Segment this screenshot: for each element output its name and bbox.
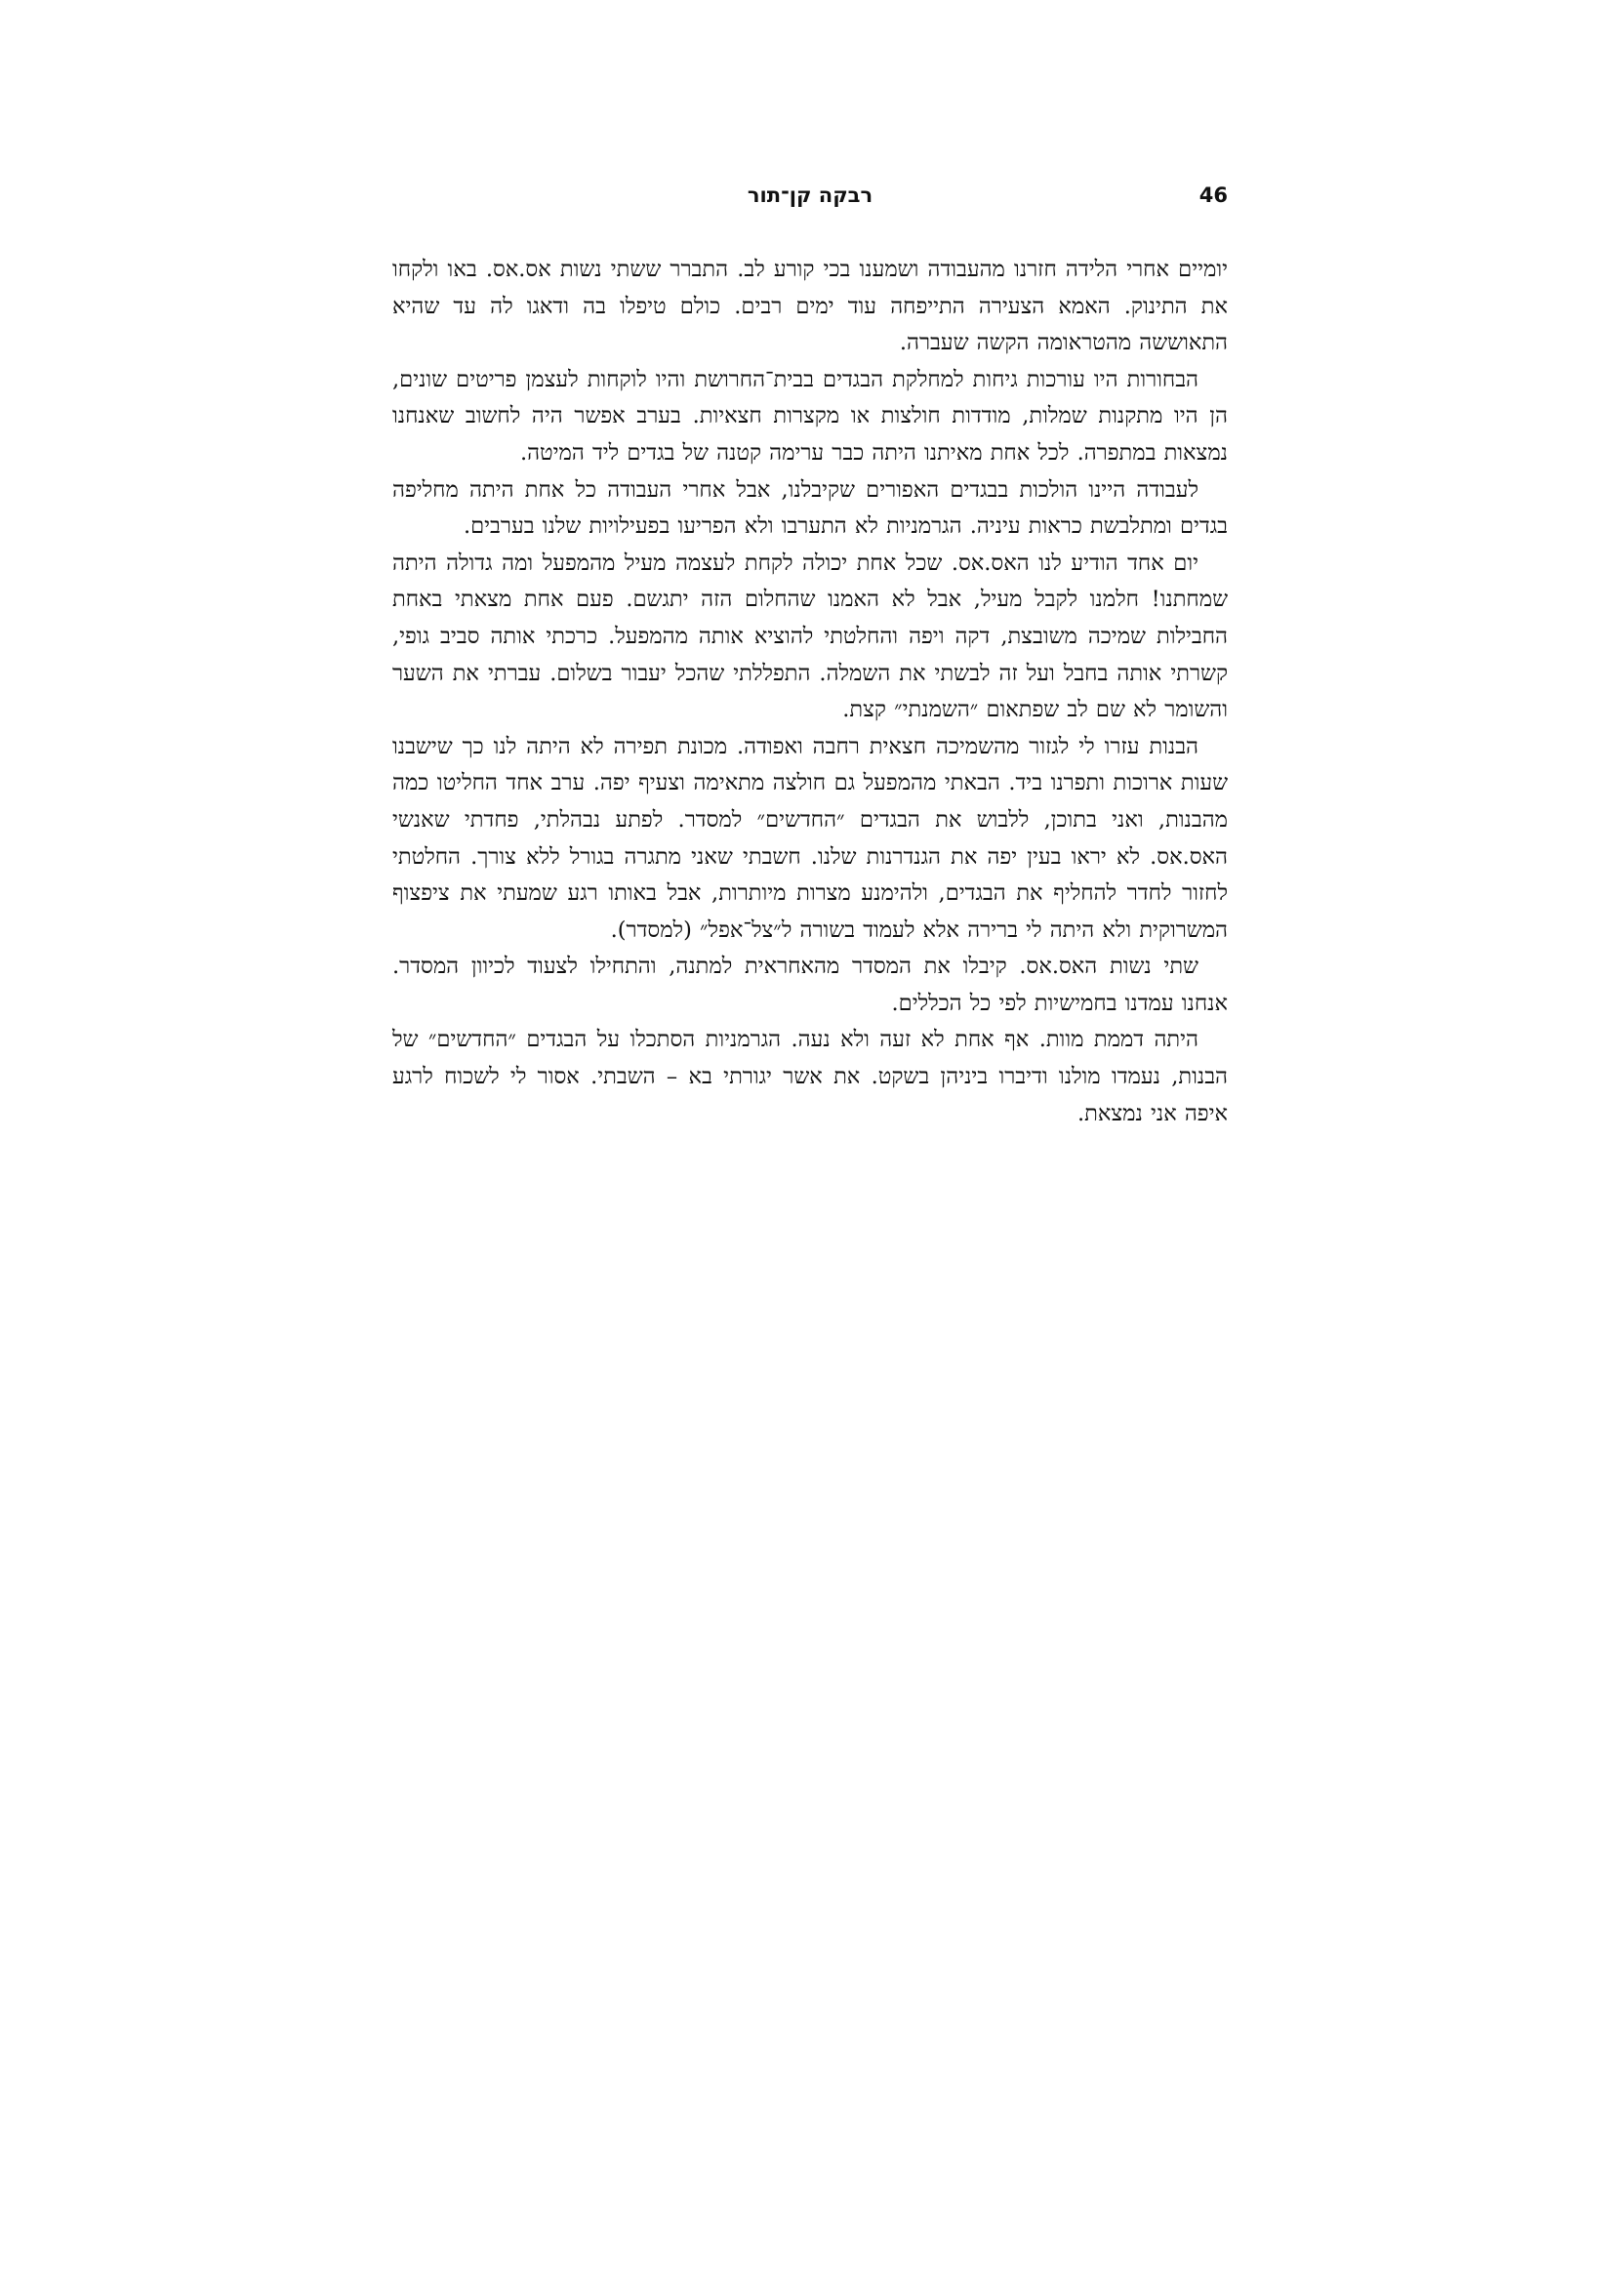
running-header	[392, 182, 1228, 217]
paragraph: יומיים אחרי הלידה חזרנו מהעבודה ושמענו בכי קורע לב. התברר ששתי נשות אס.אס. באו ולקחו את התינוק. האמא הצעירה התייפחה עוד ימים רבים. כולם טיפלו בה ודאגו לה עד שהיא התאוששה מהטראומה הקשה שעברה.	[392, 257, 1228, 356]
paragraph: הבנות עזרו לי לגזור מהשמיכה חצאית רחבה ואפודה. מכונת תפירה לא היתה לנו כך שישבנו שעות ארוכות ותפרנו ביד. הבאתי מהמפעל גם חולצה מתאימה וצעיף יפה. ערב אחד החליטו כמה מהבנות, ואני בתוכן, ללבוש את הבגדים ״החדשים״ למסדר. לפתע נבהלתי, פחדתי שאנשי האס.אס. לא יראו בעין יפה את הגנדרנות שלנו. חשבתי שאני מתגרה בגורל ללא צורך. החלטתי לחזור לחדר להחליף את הבגדים, ולהימנע מצרות מיותרות, אבל באותו רגע שמעתי את ציפצוף המשרוקית ולא היתה לי ברירה אלא לעמוד בשורה ל״צל־אפל״ (למסדר).	[392, 733, 1228, 943]
paragraph: לעבודה היינו הולכות בבגדים האפורים שקיבלנו, אבל אחרי העבודה כל אחת היתה מחליפה בגדים ומתלבשת כראות עיניה. הגרמניות לא התערבו ולא הפריעו בפעילויות שלנו בערבים.	[392, 476, 1228, 540]
body-text	[392, 252, 1228, 1132]
paragraph: יום אחד הודיע לנו האס.אס. שכל אחת יכולה לקחת לעצמה מעיל מהמפעל ומה גדולה היתה שמחתנו! חלמנו לקבל מעיל, אבל לא האמנו שהחלום הזה יתגשם. פעם אחת מצאתי באחת החבילות שמיכה משובצת, דקה ויפה והחלטתי להוציא אותה מהמפעל. כרכתי אותה סביב גופי, קשרתי אותה בחבל ועל זה לבשתי את השמלה. התפללתי שהכל יעבור בשלום. עברתי את השער והשומר לא שם לב שפתאום ״השמנתי״ קצת.	[392, 550, 1228, 723]
paragraph: היתה דממת מוות. אף אחת לא זעה ולא נעה. הגרמניות הסתכלו על הבגדים ״החדשים״ של הבנות, נעמדו מולנו ודיברו ביניהן בשקט. את אשר יגורתי בא – השבתי. אסור לי לשכוח לרגע איפה אני נמצאת.	[392, 1027, 1228, 1126]
paragraph: שתי נשות האס.אס. קיבלו את המסדר מהאחראית למתנה, והתחילו לצעוד לכיוון המסדר. אנחנו עמדנו בחמישיות לפי כל הכללים.	[392, 954, 1228, 1016]
running-head-title: רבקה קן־תור	[747, 183, 873, 207]
paragraph: הבחורות היו עורכות גיחות למחלקת הבגדים בבית־החרושת והיו לוקחות לעצמן פריטים שונים, הן היו מתקנות שמלות, מודדות חולצות או מקצרות חצאיות. בערב אפשר היה לחשוב שאנחנו נמצאות במתפרה. לכל אחת מאיתנו היתה כבר ערימה קטנה של בגדים ליד המיטה.	[392, 366, 1228, 466]
page-number: 46	[1198, 183, 1228, 207]
